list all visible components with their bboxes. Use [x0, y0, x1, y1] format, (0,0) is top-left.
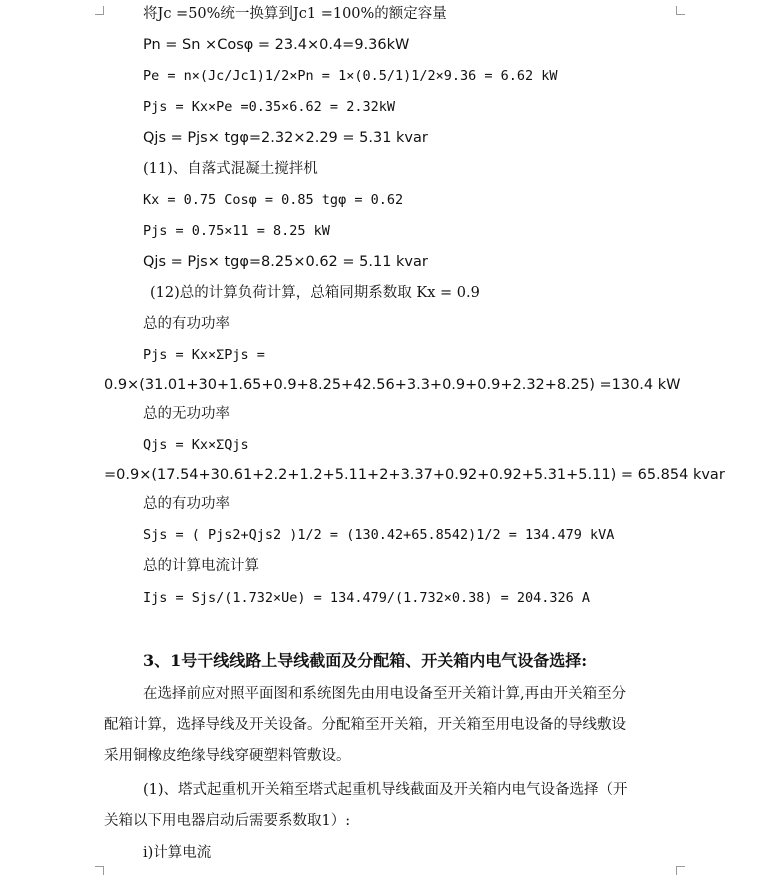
- formula-line: 0.9×(31.01+30+1.65+0.9+8.25+42.56+3.3+0.9+0.9+2.32+8.25) =130.4 kW: [104, 377, 681, 393]
- text-line: 总的有功功率: [143, 496, 230, 512]
- paragraph-line: 关箱以下用电器启动后需要系数取1）:: [104, 813, 351, 829]
- formula-line: Pjs = 0.75×11 = 8.25 kW: [143, 223, 330, 239]
- formula-line: Qjs = Kx×ΣQjs: [143, 437, 249, 453]
- page-corner-mark: [95, 6, 104, 15]
- paragraph-line: 在选择前应对照平面图和系统图先由用电设备至开关箱计算,再由开关箱至分: [143, 686, 627, 702]
- formula-line: Pjs = Kx×Pe =0.35×6.62 = 2.32kW: [143, 99, 395, 115]
- text-line: 总的有功功率: [143, 316, 230, 332]
- formula-line: Pjs = Kx×ΣPjs =: [143, 347, 265, 363]
- formula-line: Sjs = ( Pjs2+Qjs2 )1/2 = (130.42+65.8542)1/2 = 134.479 kVA: [143, 527, 615, 543]
- section-heading: 3、1号干线线路上导线截面及分配箱、开关箱内电气设备选择:: [143, 651, 588, 670]
- page-corner-mark: [676, 6, 685, 15]
- page-corner-mark: [676, 866, 685, 875]
- formula-line: Kx = 0.75 Cosφ = 0.85 tgφ = 0.62: [143, 192, 404, 208]
- paragraph-line: 配箱计算，选择导线及开关设备。分配箱至开关箱，开关箱至用电设备的导线敷设: [104, 717, 626, 733]
- paragraph-line: i)计算电流: [143, 845, 212, 861]
- text-line: 总的无功功率: [143, 406, 230, 422]
- formula-line: Pe = n×(Jc/Jc1)1/2×Pn = 1×(0.5/1)1/2×9.36 = 6.62 kW: [143, 68, 558, 84]
- formula-line: Ijs = Sjs/(1.732×Ue) = 134.479/(1.732×0.38) = 204.326 A: [143, 590, 591, 606]
- formula-line: Qjs = Pjs× tgφ=8.25×0.62 = 5.11 kvar: [143, 254, 428, 270]
- text-line: 总的计算电流计算: [143, 558, 259, 574]
- text-line: 将Jc =50%统一换算到Jc1 =100%的额定容量: [143, 6, 447, 22]
- formula-line: =0.9×(17.54+30.61+2.2+1.2+5.11+2+3.37+0.92+0.92+5.31+5.11) = 65.854 kvar: [104, 467, 725, 483]
- section-item: (12)总的计算负荷计算，总箱同期系数取 Kx = 0.9: [150, 285, 480, 301]
- paragraph-line: (1)、塔式起重机开关箱至塔式起重机导线截面及开关箱内电气设备选择（开: [143, 782, 628, 798]
- formula-line: Pn = Sn ×Cosφ = 23.4×0.4=9.36kW: [143, 37, 410, 53]
- paragraph-line: 采用铜橡皮绝缘导线穿硬塑料管敷设。: [104, 748, 351, 764]
- page-corner-mark: [95, 866, 104, 875]
- section-item: (11)、自落式混凝土搅拌机: [143, 161, 318, 177]
- formula-line: Qjs = Pjs× tgφ=2.32×2.29 = 5.31 kvar: [143, 130, 428, 146]
